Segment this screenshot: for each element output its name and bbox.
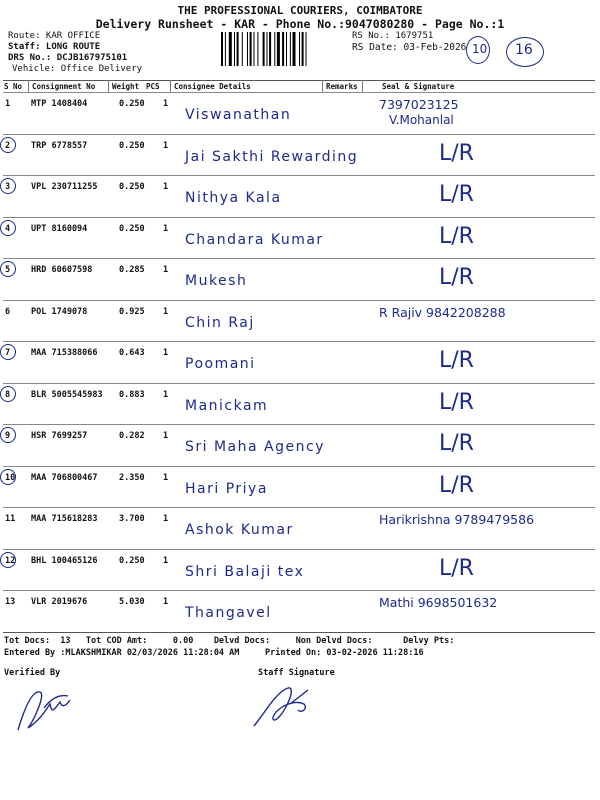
seal-signature: L/R bbox=[439, 389, 474, 415]
table-row bbox=[3, 383, 595, 426]
consignment-number: MAA 715618283 bbox=[31, 514, 98, 524]
table-row bbox=[3, 424, 595, 467]
table-bottom-rule bbox=[3, 632, 595, 633]
table-row bbox=[3, 217, 595, 260]
pcs-value: 1 bbox=[163, 223, 169, 234]
consignee-name: Thangavel bbox=[185, 605, 272, 621]
consignment-number: MAA 706800467 bbox=[31, 472, 98, 483]
company-title: THE PROFESSIONAL COURIERS, COIMBATORE bbox=[177, 4, 423, 17]
consignment-number: HRD 60607598 bbox=[31, 265, 93, 275]
seal-signature: L/R bbox=[439, 140, 474, 166]
pcs-value: 1 bbox=[163, 182, 169, 192]
seal-signature: Mathi 9698501632 bbox=[379, 595, 498, 610]
totals-line: Tot Docs: 13 Tot COD Amt: 0.00 Delvd Docs: Non Delvd Docs: Delvy Pts: bbox=[4, 636, 455, 646]
serial-number: 11 bbox=[5, 514, 16, 524]
col-seal: Seal & Signature bbox=[382, 82, 455, 91]
pcs-value: 1 bbox=[163, 265, 169, 275]
pcs-value: 1 bbox=[163, 514, 169, 524]
consignee-name: Chin Raj bbox=[185, 314, 255, 331]
staff-signature-image bbox=[248, 678, 328, 734]
seal-signature: L/R bbox=[439, 431, 474, 456]
consignment-number: TRP 6778557 bbox=[31, 140, 88, 151]
serial-number: 9 bbox=[5, 431, 11, 441]
consignment-number: MAA 715388066 bbox=[31, 348, 98, 358]
consignment-number: VLR 2019676 bbox=[31, 597, 88, 607]
pcs-value: 1 bbox=[163, 306, 169, 317]
seal-signature: Harikrishna 9789479586 bbox=[379, 512, 535, 527]
table-row bbox=[3, 466, 595, 509]
entered-line: Entered By :MLAKSHMIKAR 02/03/2026 11:28:04 AM Printed On: 03-02-2026 11:28:16 bbox=[4, 648, 424, 658]
serial-number: 6 bbox=[5, 306, 11, 317]
pcs-value: 1 bbox=[163, 431, 169, 441]
consignee-name: Viswanathan bbox=[185, 107, 292, 123]
seal-signature: 7397023125 bbox=[379, 97, 459, 112]
verified-signature-image bbox=[10, 680, 80, 740]
weight-value: 5.030 bbox=[119, 597, 145, 607]
consignment-number: POL 1749078 bbox=[31, 306, 88, 317]
meta-right bbox=[352, 31, 466, 53]
consignee-name: Chandara Kumar bbox=[185, 231, 324, 248]
weight-value: 0.643 bbox=[119, 348, 145, 358]
pcs-value: 1 bbox=[163, 472, 169, 483]
consignee-name: Shri Balaji tex bbox=[185, 563, 305, 580]
barcode-image bbox=[221, 32, 349, 66]
table-row bbox=[3, 590, 595, 633]
serial-number: 4 bbox=[5, 223, 11, 234]
consignment-number: BHL 100465126 bbox=[31, 555, 98, 566]
weight-value: 0.883 bbox=[119, 389, 145, 400]
serial-number: 2 bbox=[5, 140, 11, 151]
col-weight: Weight bbox=[112, 82, 140, 91]
staff-signature-label: Staff Signature bbox=[258, 668, 335, 678]
col-pcs: PCS bbox=[146, 82, 160, 91]
seal-signature: L/R bbox=[439, 555, 474, 581]
serial-number: 5 bbox=[5, 265, 11, 275]
weight-value: 0.250 bbox=[119, 182, 145, 192]
pcs-value: 1 bbox=[163, 555, 169, 566]
consignment-number: HSR 7699257 bbox=[31, 431, 88, 441]
consignment-number: VPL 230711255 bbox=[31, 182, 98, 192]
pcs-value: 1 bbox=[163, 99, 169, 109]
hand-count-1: 10 bbox=[472, 42, 488, 56]
pcs-value: 1 bbox=[163, 348, 169, 358]
seal-signature: R Rajiv 9842208288 bbox=[379, 304, 506, 320]
pcs-value: 1 bbox=[163, 389, 169, 400]
col-sno: S No bbox=[4, 82, 23, 91]
rs-no-text: RS No.: 1679751 bbox=[352, 31, 434, 41]
table-row bbox=[3, 300, 595, 343]
seal-signature: L/R bbox=[439, 265, 474, 290]
consignee-name: Mukesh bbox=[185, 273, 248, 289]
route-text: Route: KAR OFFICE bbox=[8, 31, 101, 41]
weight-value: 0.250 bbox=[119, 140, 145, 151]
header-top-rule bbox=[3, 80, 595, 81]
table-row bbox=[3, 258, 595, 301]
seal-signature: L/R bbox=[439, 348, 474, 373]
seal-signature-secondary: V.Mohanlal bbox=[389, 113, 454, 127]
consignment-number: BLR 5005545983 bbox=[31, 389, 103, 400]
consignee-name: Nithya Kala bbox=[185, 190, 282, 206]
pcs-value: 1 bbox=[163, 140, 169, 151]
weight-value: 0.925 bbox=[119, 306, 145, 317]
col-consignee: Consignee Details bbox=[174, 82, 251, 91]
staff-text: Staff: LONG ROUTE bbox=[8, 42, 101, 52]
seal-signature: L/R bbox=[439, 472, 474, 498]
consignee-name: Poomani bbox=[185, 356, 256, 372]
pcs-value: 1 bbox=[163, 597, 169, 607]
serial-number: 8 bbox=[5, 389, 11, 400]
col-consignment: Consignment No bbox=[32, 82, 96, 91]
meta-left bbox=[8, 31, 142, 75]
consignment-number: MTP 1408404 bbox=[31, 99, 88, 109]
table-row bbox=[3, 507, 595, 550]
hand-count-2: 16 bbox=[515, 42, 533, 58]
runsheet-subtitle: Delivery Runsheet - KAR - Phone No.:9047080280 - Page No.:1 bbox=[95, 17, 505, 31]
seal-signature: L/R bbox=[439, 182, 474, 207]
seal-signature: L/R bbox=[439, 223, 474, 249]
serial-number: 7 bbox=[5, 348, 11, 358]
verified-by-label: Verified By bbox=[4, 668, 61, 678]
consignee-name: Manickam bbox=[185, 397, 269, 414]
serial-number: 10 bbox=[5, 472, 16, 483]
table-row bbox=[3, 175, 595, 218]
drs-text: DRS No.: DCJB167975101 bbox=[8, 53, 128, 63]
col-remarks: Remarks bbox=[326, 82, 358, 91]
weight-value: 0.285 bbox=[119, 265, 145, 275]
serial-number: 12 bbox=[5, 555, 16, 566]
table-row bbox=[3, 134, 595, 177]
consignee-name: Hari Priya bbox=[185, 480, 268, 497]
serial-number: 3 bbox=[5, 182, 11, 192]
serial-number: 13 bbox=[5, 597, 16, 607]
rs-date-text: RS Date: 03-Feb-2026 bbox=[352, 42, 467, 53]
consignee-name: Jai Sakthi Rewarding bbox=[185, 148, 359, 165]
weight-value: 0.282 bbox=[119, 431, 145, 441]
consignee-name: Sri Maha Agency bbox=[185, 439, 325, 455]
weight-value: 0.250 bbox=[119, 223, 145, 234]
weight-value: 0.250 bbox=[119, 555, 145, 566]
consignee-name: Ashok Kumar bbox=[185, 522, 294, 538]
table-row bbox=[3, 341, 595, 384]
table-row bbox=[3, 92, 595, 135]
weight-value: 2.350 bbox=[119, 472, 145, 483]
table-row bbox=[3, 549, 595, 592]
vehicle-text: Vehicle: Office Delivery bbox=[12, 64, 143, 74]
weight-value: 0.250 bbox=[119, 99, 145, 109]
weight-value: 3.700 bbox=[119, 514, 145, 524]
serial-number: 1 bbox=[5, 99, 11, 109]
consignment-number: UPT 8160094 bbox=[31, 223, 88, 234]
